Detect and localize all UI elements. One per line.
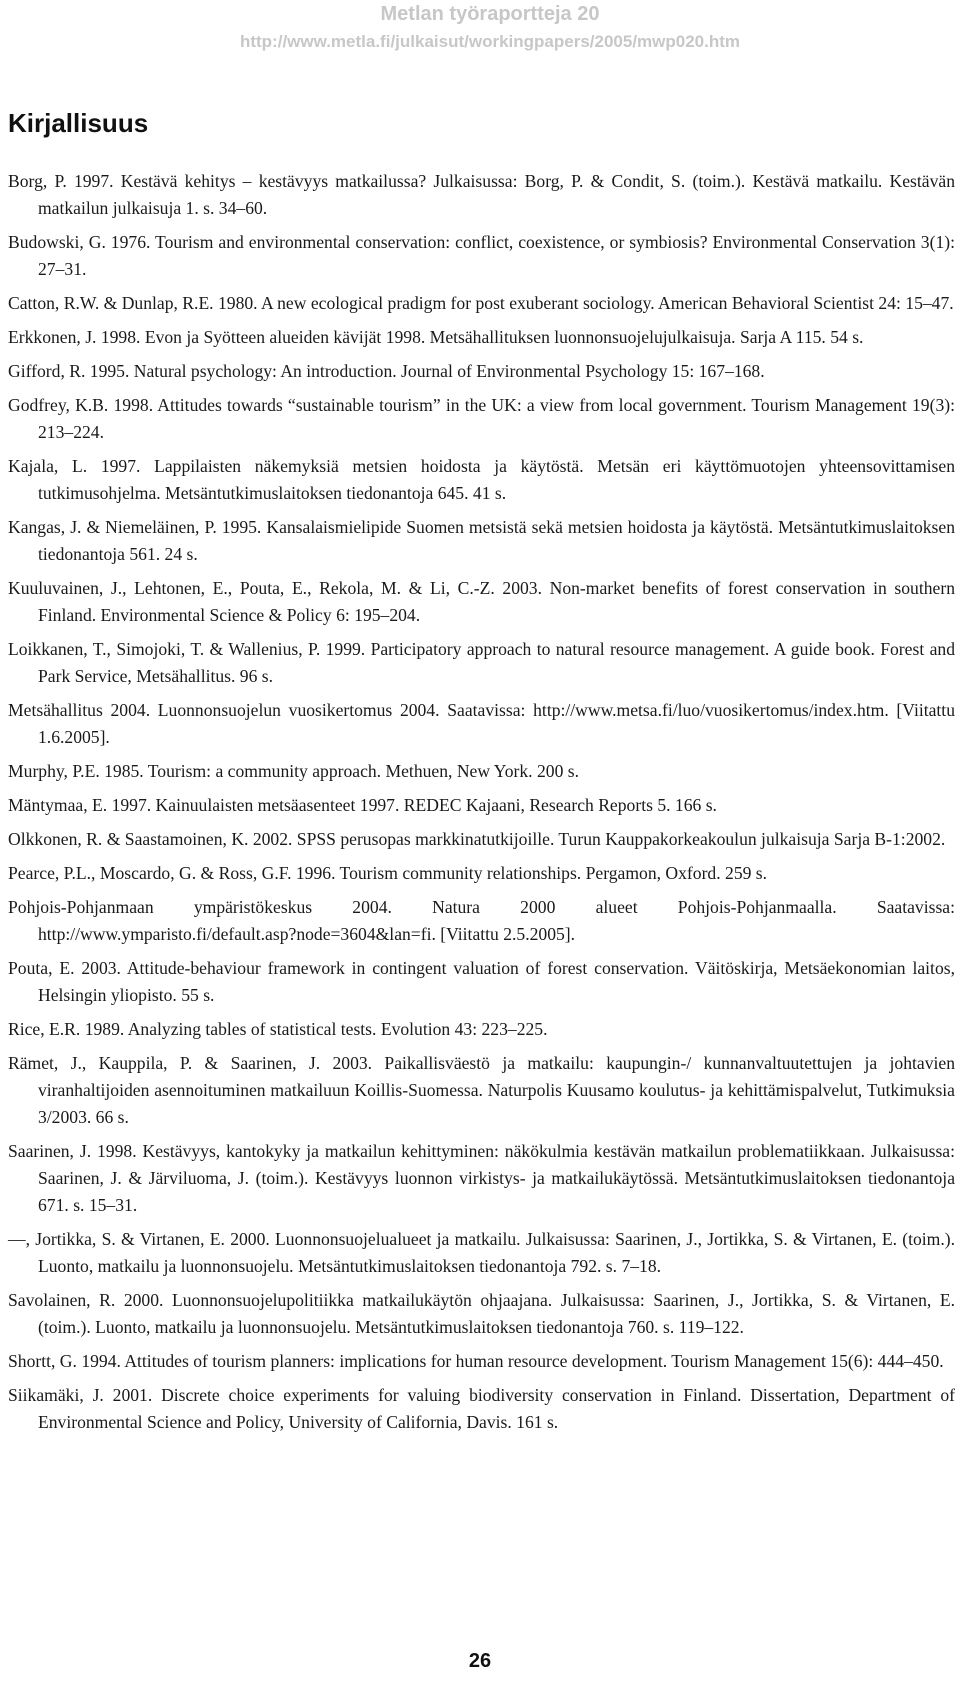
reference-entry: Loikkanen, T., Simojoki, T. & Wallenius, P. 1999. Participatory approach to natural resource management. A guide book. Forest and Park Service, Metsähallitus. 96 s. (8, 639, 955, 686)
reference-entry: Mäntymaa, E. 1997. Kainuulaisten metsäasenteet 1997. REDEC Kajaani, Research Reports 5. 166 s. (8, 795, 717, 815)
reference-entry: Pearce, P.L., Moscardo, G. & Ross, G.F. 1996. Tourism community relationships. Pergamon, Oxford. 259 s. (8, 863, 768, 883)
reference-entry: Rämet, J., Kauppila, P. & Saarinen, J. 2003. Paikallisväestö ja matkailu: kaupungin-/ kunnanvaltuutettujen ja johtavien viranhaltijoiden asennoituminen matkailuun Koillis-Suomessa. Naturpolis Kuusamo koulutus- ja kehittämispalvelut, Tutkimuksia 3/2003. 66 s. (8, 1053, 955, 1127)
reference-entry: Rice, E.R. 1989. Analyzing tables of statistical tests. Evolution 43: 223–225. (8, 1019, 548, 1039)
reference-entry: Kajala, L. 1997. Lappilaisten näkemyksiä metsien hoidosta ja käytöstä. Metsän eri käyttömuotojen yhteensovittamisen tutkimusohjelma. Metsäntutkimuslaitoksen tiedonantoja 645. 41 s. (8, 456, 955, 503)
reference-entry: Catton, R.W. & Dunlap, R.E. 1980. A new ecological pradigm for post exuberant sociology. American Behavioral Scientist 24: 15–47. (8, 293, 954, 313)
reference-entry: Savolainen, R. 2000. Luonnonsuojelupolitiikka matkailukäytön ohjaajana. Julkaisussa: Saarinen, J., Jortikka, S. & Virtanen, E. (toim.). Luonto, matkailu ja luonnonsuojelu. Metsäntutkimuslaitoksen tiedonantoja 760. s. 119–122. (8, 1290, 955, 1337)
page-number: 26 (468, 1650, 492, 1672)
reference-entry: Olkkonen, R. & Saastamoinen, K. 2002. SPSS perusopas markkinatutkijoille. Turun Kauppakorkeakoulun julkaisuja Sarja B-1:2002. (8, 829, 946, 849)
reference-entry: Erkkonen, J. 1998. Evon ja Syötteen alueiden kävijät 1998. Metsähallituksen luonnonsuojelujulkaisuja. Sarja A 115. 54 s. (8, 327, 864, 347)
reference-entry: Borg, P. 1997. Kestävä kehitys – kestävyys matkailussa? Julkaisussa: Borg, P. & Condit, S. (toim.). Kestävä matkailu. Kestävän matkailun julkaisuja 1. s. 34–60. (8, 171, 955, 218)
reference-entry: Pohjois-Pohjanmaan ympäristökeskus 2004. Natura 2000 alueet Pohjois-Pohjanmaalla. Saatavissa: http://www.ymparisto.fi/default.asp?node=3604&lan=fi. [Viitattu 2.5.2005]. (8, 897, 955, 944)
reference-entry: Kuuluvainen, J., Lehtonen, E., Pouta, E., Rekola, M. & Li, C.-Z. 2003. Non-market benefits of forest conservation in southern Finland. Environmental Science & Policy 6: 195–204. (8, 578, 955, 625)
reference-entry: Shortt, G. 1994. Attitudes of tourism planners: implications for human resource development. Tourism Management 15(6): 444–450. (8, 1351, 944, 1371)
reference-entry: Metsähallitus 2004. Luonnonsuojelun vuosikertomus 2004. Saatavissa: http://www.metsa.fi/luo/vuosikertomus/index.htm. [Viitattu 1.6.2005]. (8, 700, 955, 747)
reference-entry: —, Jortikka, S. & Virtanen, E. 2000. Luonnonsuojelualueet ja matkailu. Julkaisussa: Saarinen, J., Jortikka, S. & Virtanen, E. (toim.). Luonto, matkailu ja luonnonsuojelu. Metsäntutkimuslaitoksen tiedonantoja 792. s. 7–18. (8, 1229, 955, 1276)
reference-entry: Kangas, J. & Niemeläinen, P. 1995. Kansalaismielipide Suomen metsistä sekä metsien hoidosta ja käytöstä. Metsäntutkimuslaitoksen tiedonantoja 561. 24 s. (8, 517, 955, 564)
reference-entry: Murphy, P.E. 1985. Tourism: a community approach. Methuen, New York. 200 s. (8, 761, 580, 781)
series-title: Metlan työraportteja 20 (380, 3, 600, 25)
page-header (20, 0, 960, 52)
reference-entry: Gifford, R. 1995. Natural psychology: An introduction. Journal of Environmental Psychology 15: 167–168. (8, 361, 765, 381)
reference-entry: Godfrey, K.B. 1998. Attitudes towards “sustainable tourism” in the UK: a view from local government. Tourism Management 19(3): 213–224. (8, 395, 955, 442)
reference-list (8, 168, 955, 1443)
reference-entry: Siikamäki, J. 2001. Discrete choice experiments for valuing biodiversity conservation in Finland. Dissertation, Department of Environmental Science and Policy, University of California, Davis. 161 s. (8, 1385, 955, 1432)
reference-entry: Pouta, E. 2003. Attitude-behaviour framework in contingent valuation of forest conservation. Väitöskirja, Metsäekonomian laitos, Helsingin yliopisto. 55 s. (8, 958, 955, 1005)
series-url[interactable]: http://www.metla.fi/julkaisut/workingpapers/2005/mwp020.htm (239, 32, 741, 51)
section-title: Kirjallisuus (8, 108, 149, 138)
reference-entry: Saarinen, J. 1998. Kestävyys, kantokyky ja matkailun kehittyminen: näkökulmia kestävän matkailun problematiikkaan. Julkaisussa: Saarinen, J. & Järviluoma, J. (toim.). Kestävyys luonnon virkistys- ja matkailukäytössä. Metsäntutkimuslaitoksen tiedonantoja 671. s. 15–31. (8, 1141, 955, 1215)
reference-entry: Budowski, G. 1976. Tourism and environmental conservation: conflict, coexistence, or symbiosis? Environmental Conservation 3(1): 27–31. (8, 232, 955, 279)
